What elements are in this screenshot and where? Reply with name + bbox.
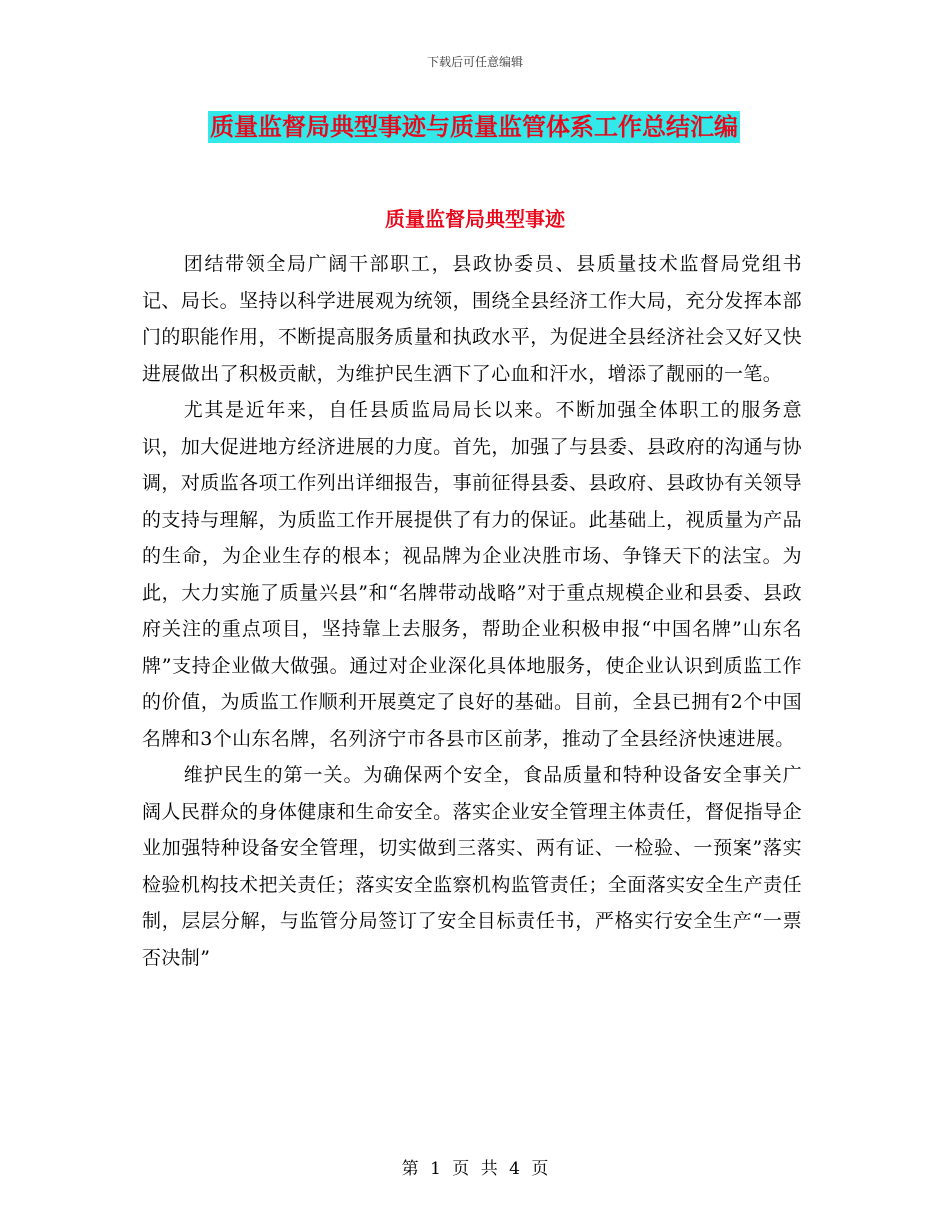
section-title: 质量监督局典型事迹 [385,207,565,231]
document-title: 质量监督局典型事迹与质量监管体系工作总结汇编 [210,112,738,141]
header-note: 下载后可任意编辑 [426,55,523,69]
paragraph: 尤其是近年来，自任县质监局局长以来。不断加强全体职工的服务意识，加大促进地方经济进展的力度。首先，加强了与县委、县政府的沟通与协调，对质监各项工作列出详细报告，事前征得县委、县政府、县政协有关领导的支持与理解，为质监工作开展提供了有力的保证。此基础上，视质量为产品的生命，为企业生存的根本；视品牌为企业决胜市场、争锋天下的法宝。为此，大力实施了质量兴县”和“名牌带动战略”对于重点规模企业和县委、县政府关注的重点项目，坚持靠上去服务，帮助企业积极申报“中国名牌”山东名牌”支持企业做大做强。通过对企业深化具体地服务，使企业认识到质监工作的价值，为质监工作顺利开展奠定了良好的基础。目前，全县已拥有2个中国名牌和3个山东名牌，名列济宁市各县市区前茅，推动了全县经济快速进展。 [142,399,802,750]
paragraph: 维护民生的第一关。为确保两个安全，食品质量和特种设备安全事关广阔人民群众的身体健康和生命安全。落实企业安全管理主体责任，督促指导企业加强特种设备安全管理，切实做到三落实、两有证、一检验、一预案”落实检验机构技术把关责任；落实安全监察机构监管责任；全面落实安全生产责任制，层层分解，与监管分局签订了安全目标责任书，严格实行安全生产“一票否决制” [142,764,802,969]
body-text [142,246,802,976]
paragraph: 团结带领全局广阔干部职工，县政协委员、县质量技术监督局党组书记、局长。坚持以科学进展观为统领，围绕全县经济工作大局，充分发挥本部门的职能作用，不断提高服务质量和执政水平，为促进全县经济社会又好又快进展做出了积极贡献，为维护民生洒下了心血和汗水，增添了靓丽的一笔。 [142,253,802,385]
page-number-footer: 第 1 页 共 4 页 [401,1159,549,1179]
